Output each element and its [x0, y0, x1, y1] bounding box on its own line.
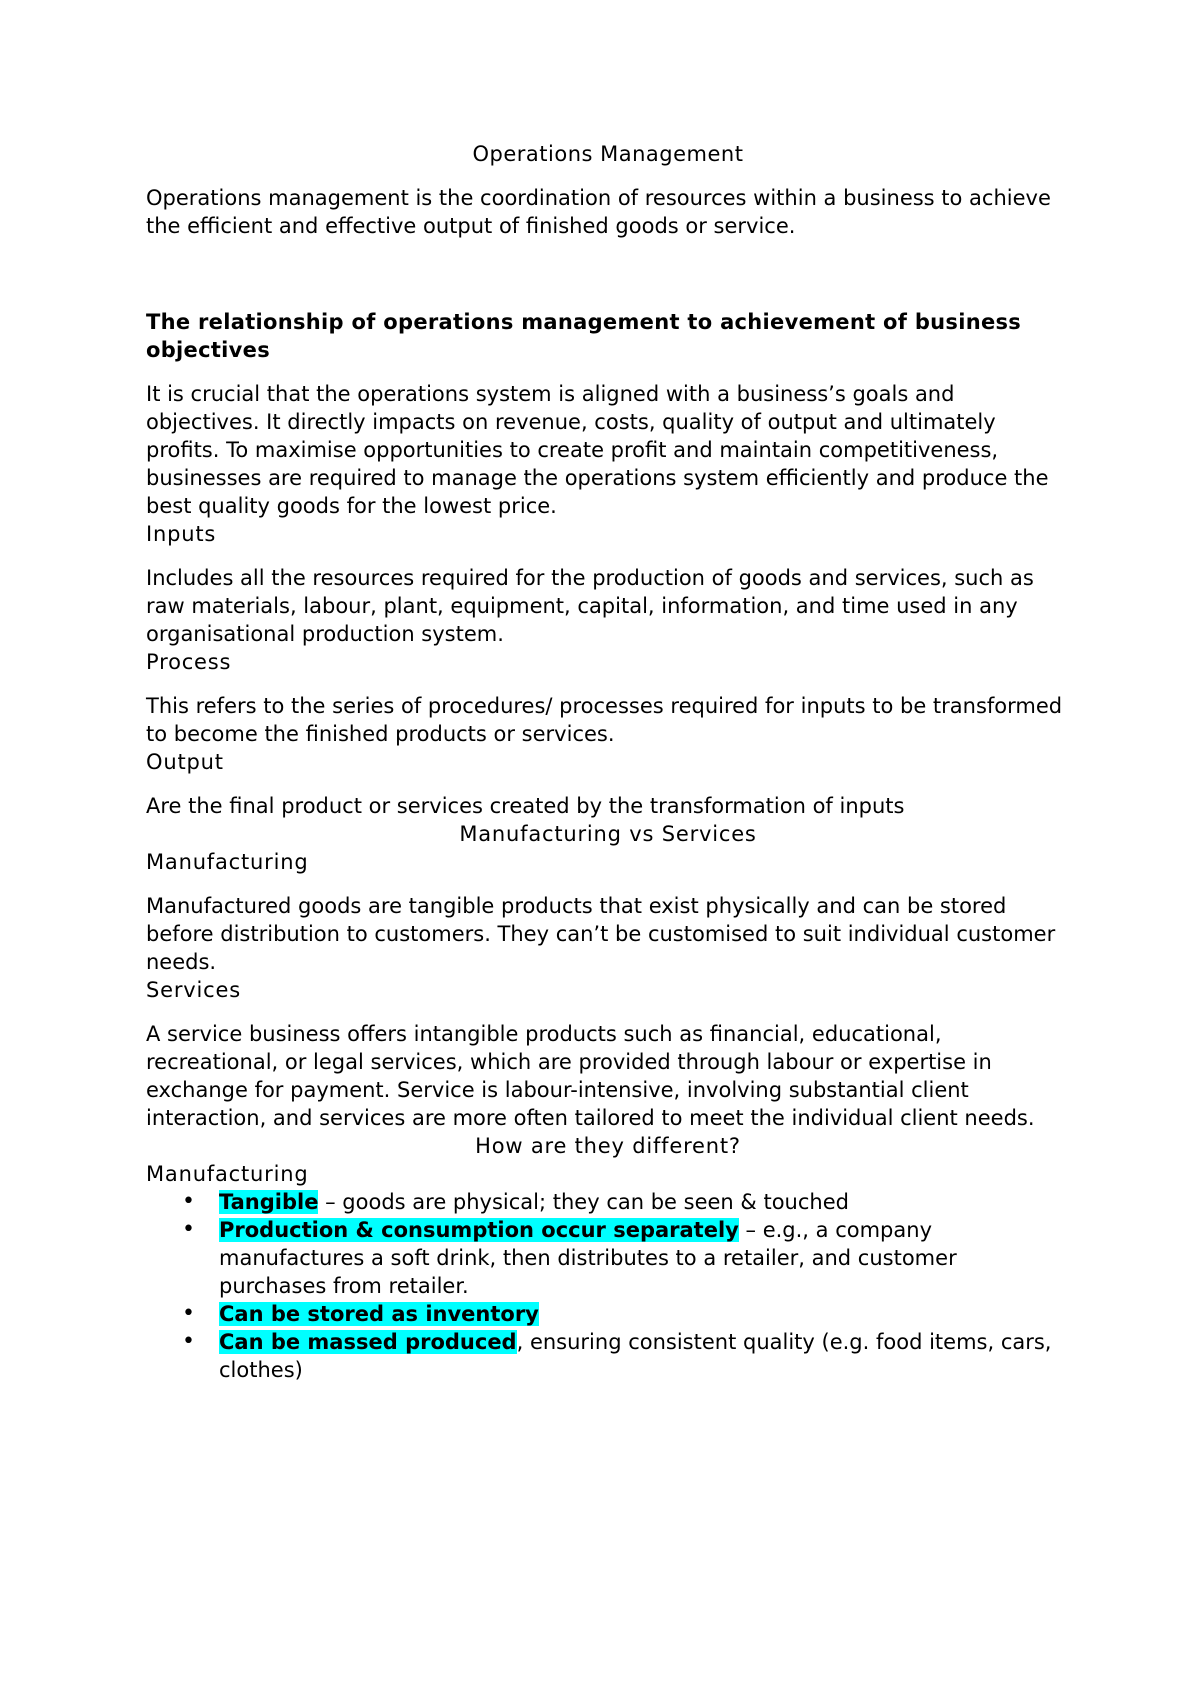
list-item	[146, 1188, 1070, 1216]
list-item	[146, 1328, 1070, 1384]
highlighted-term: Production & consumption occur separately	[219, 1218, 739, 1242]
list-item-text: , ensuring consistent quality (e.g. food items, cars, clothes)	[219, 1330, 1052, 1382]
page-title: Operations Management	[472, 142, 744, 166]
services-paragraph: A service business offers intangible products such as financial, educational, recreational, or legal services, which are provided through labour or expertise in exchange for payment. Service is labour-intensive, involving substantial client interaction, and services are more often tailored to meet the individual client needs.	[146, 1022, 1035, 1130]
manufacturing-list-heading: Manufacturing	[146, 1162, 309, 1186]
process-heading: Process	[146, 650, 232, 674]
services-heading: Services	[146, 978, 241, 1002]
manufacturing-heading: Manufacturing	[146, 850, 309, 874]
list-item	[146, 1300, 1070, 1328]
list-item	[146, 1216, 1070, 1300]
highlighted-term: Can be massed produced	[219, 1330, 517, 1354]
document-body	[146, 140, 1070, 1384]
highlighted-term: Tangible	[219, 1190, 319, 1214]
how-different-heading: How are they different?	[475, 1134, 741, 1158]
list-item-text: – goods are physical; they can be seen & touched	[318, 1190, 849, 1214]
manufacturing-bullet-list	[146, 1188, 1070, 1384]
inputs-paragraph: Includes all the resources required for the production of goods and services, such as raw materials, labour, plant, equipment, capital, information, and time used in any organisational production system.	[146, 566, 1034, 646]
relationship-heading: The relationship of operations management to achievement of business objectives	[146, 310, 1022, 362]
process-paragraph: This refers to the series of procedures/ processes required for inputs to be transformed to become the finished products or services.	[146, 694, 1063, 746]
highlighted-term: Can be stored as inventory	[219, 1302, 539, 1326]
output-heading: Output	[146, 750, 224, 774]
list-item-text: – e.g., a company manufactures a soft drink, then distributes to a retailer, and customer purchases from retailer.	[219, 1218, 957, 1298]
relationship-paragraph: It is crucial that the operations system is aligned with a business’s goals and objectives. It directly impacts on revenue, costs, quality of output and ultimately profits. To maximise opportunities to create profit and maintain competitiveness, businesses are required to manage the operations system efficiently and produce the best quality goods for the lowest price.	[146, 382, 1049, 518]
manufacturing-paragraph: Manufactured goods are tangible products that exist physically and can be stored before distribution to customers. They can’t be customised to suit individual customer needs.	[146, 894, 1056, 974]
inputs-heading: Inputs	[146, 522, 217, 546]
output-paragraph: Are the final product or services created by the transformation of inputs	[146, 794, 905, 818]
manufacturing-vs-services-heading: Manufacturing vs Services	[459, 822, 757, 846]
intro-paragraph: Operations management is the coordination of resources within a business to achieve the efficient and effective output of finished goods or service.	[146, 186, 1051, 238]
